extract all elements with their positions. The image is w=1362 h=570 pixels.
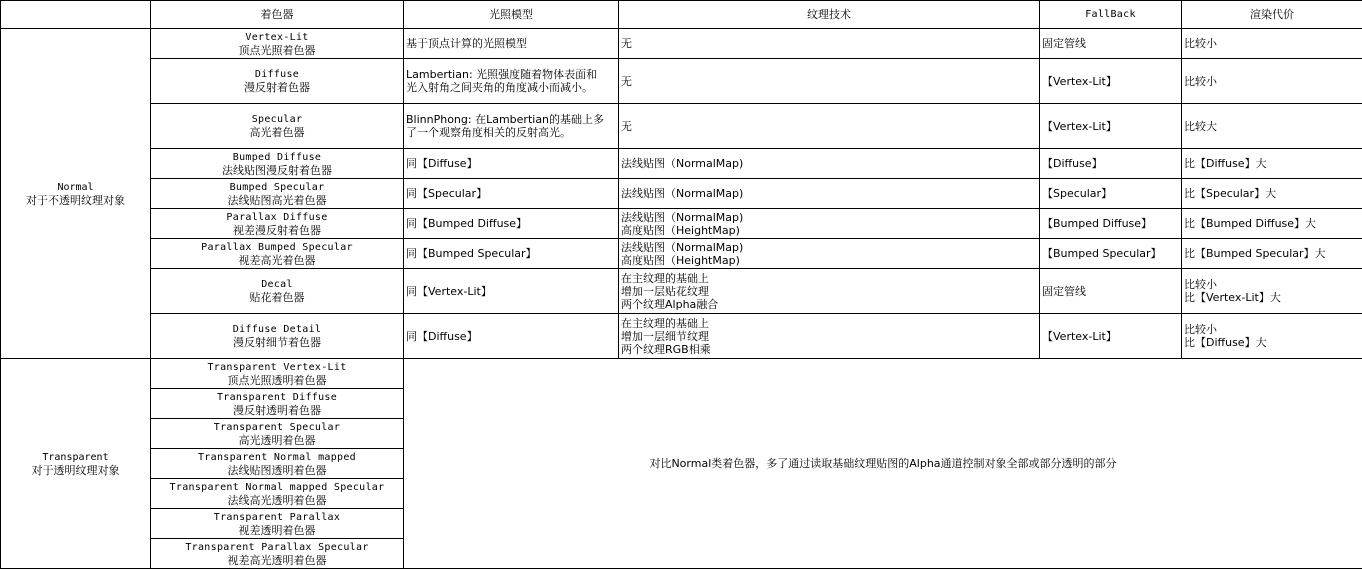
lighting-cell <box>404 209 619 239</box>
texture-cell-line: 两个纹理RGB相乘 <box>621 342 711 356</box>
texture-cell <box>619 314 1040 359</box>
shader-name-en: Parallax Bumped Specular <box>201 241 353 253</box>
shader-name-zh: 高光透明着色器 <box>238 433 316 447</box>
shader-cell <box>151 359 404 389</box>
shader-name-en: Transparent Specular <box>213 421 341 433</box>
category-name-zh: 对于不透明纹理对象 <box>26 193 125 207</box>
shader-name-zh: 顶点光照着色器 <box>238 43 316 57</box>
shader-name-zh: 顶点光照透明着色器 <box>227 373 327 387</box>
shader-cell <box>151 449 404 479</box>
table-row <box>1 239 1362 269</box>
cost-cell <box>1182 29 1362 59</box>
shader-name-zh: 视差透明着色器 <box>238 523 316 537</box>
table-row <box>1 149 1362 179</box>
category-transparent <box>1 359 151 569</box>
header-row <box>1 1 1362 29</box>
header-cell-shader: 着色器 <box>151 1 404 29</box>
shader-cell <box>151 179 404 209</box>
shader-cell <box>151 419 404 449</box>
shader-name-zh: 法线贴图漫反射着色器 <box>222 163 332 177</box>
shader-name-en: Bumped Diffuse <box>232 151 322 163</box>
cost-cell <box>1182 269 1362 314</box>
shader-name-en: Diffuse <box>254 69 300 80</box>
texture-cell <box>619 104 1040 149</box>
fallback-cell: 【Vertex-Lit】 <box>1040 59 1182 104</box>
cost-cell <box>1182 59 1362 104</box>
table-row <box>1 179 1362 209</box>
lighting-cell-line: BlinnPhong: 在Lambertian的基础上多 <box>406 113 605 126</box>
texture-cell-line: 法线贴图（NormalMap) <box>621 187 744 200</box>
shader-name-zh: 视差漫反射着色器 <box>233 223 321 237</box>
shader-name-zh: 漫反射透明着色器 <box>233 403 321 417</box>
category-name-zh: 对于透明纹理对象 <box>31 463 120 477</box>
shader-cell <box>151 539 404 569</box>
cost-cell-line: 比【Specular】大 <box>1184 187 1277 200</box>
texture-cell-line: 法线贴图（NormalMap) <box>621 157 744 170</box>
table-row <box>1 104 1362 149</box>
shader-cell <box>151 509 404 539</box>
shader-cell <box>151 389 404 419</box>
cost-cell-line: 比【Vertex-Lit】大 <box>1184 291 1281 304</box>
texture-cell-line: 在主纹理的基础上 <box>621 316 709 330</box>
shader-name-zh: 法线贴图高光着色器 <box>227 193 327 207</box>
lighting-cell-line: 光入射角之间夹角的角度减小而减小。 <box>406 81 593 94</box>
cost-cell-line: 比较小 <box>1184 323 1217 336</box>
shader-name-en: Specular <box>251 114 303 125</box>
fallback-cell: 【Bumped Specular】 <box>1040 239 1182 269</box>
lighting-cell-line: 同【Vertex-Lit】 <box>406 284 492 298</box>
shader-name-zh: 漫反射细节着色器 <box>233 336 321 349</box>
lighting-cell <box>404 104 619 149</box>
cost-cell-line: 比【Diffuse】大 <box>1184 157 1267 170</box>
shader-name-zh: 视差高光透明着色器 <box>227 553 327 567</box>
fallback-cell: 【Bumped Diffuse】 <box>1040 209 1182 239</box>
shader-cell <box>151 209 404 239</box>
texture-cell-line: 高度贴图（HeightMap) <box>621 223 740 237</box>
shader-cell <box>151 269 404 314</box>
cost-cell-line: 比较小 <box>1184 278 1217 291</box>
texture-cell-line: 两个纹理Alpha融合 <box>621 297 719 311</box>
cost-cell-line: 比【Bumped Diffuse】大 <box>1184 217 1317 230</box>
table-row <box>1 209 1362 239</box>
table-row <box>1 359 1362 389</box>
shader-cell <box>151 149 404 179</box>
texture-cell <box>619 209 1040 239</box>
category-name-en: Normal <box>57 181 94 193</box>
shader-name-zh: 视差高光着色器 <box>238 253 316 267</box>
shader-cell <box>151 314 404 359</box>
cost-cell-line: 比【Diffuse】大 <box>1184 336 1267 349</box>
header-cell-texture: 纹理技术 <box>619 1 1040 29</box>
shader-name-zh: 漫反射着色器 <box>244 81 310 94</box>
shader-name-en: Transparent Parallax Specular <box>185 541 369 553</box>
lighting-cell-line: 同【Bumped Diffuse】 <box>406 217 528 230</box>
header-cell-blank <box>1 1 151 29</box>
fallback-cell: 固定管线 <box>1040 269 1182 314</box>
texture-cell <box>619 179 1040 209</box>
shader-name-en: Transparent Vertex-Lit <box>207 361 347 373</box>
fallback-cell: 固定管线 <box>1040 29 1182 59</box>
shader-name-zh: 贴花着色器 <box>249 291 305 304</box>
header-cell-cost: 渲染代价 <box>1182 1 1362 29</box>
texture-cell <box>619 59 1040 104</box>
texture-cell-line: 无 <box>621 119 632 133</box>
texture-cell-line: 增加一层细节纹理 <box>621 329 709 343</box>
transparent-note: 对比Normal类着色器，多了通过读取基础纹理贴图的Alpha通道控制对象全部或部分透明的部分 <box>404 359 1362 569</box>
cost-cell-line: 比较小 <box>1184 37 1217 50</box>
header-cell-lighting: 光照模型 <box>404 1 619 29</box>
shader-cell <box>151 59 404 104</box>
texture-cell <box>619 149 1040 179</box>
cost-cell <box>1182 209 1362 239</box>
table-body <box>1 29 1362 569</box>
category-name-en: Transparent <box>42 451 109 463</box>
fallback-cell: 【Diffuse】 <box>1040 149 1182 179</box>
cost-cell <box>1182 239 1362 269</box>
lighting-cell-line: 基于顶点计算的光照模型 <box>406 37 527 50</box>
texture-cell-line: 法线贴图（NormalMap) <box>621 210 744 224</box>
shader-name-zh: 法线贴图透明着色器 <box>227 463 327 477</box>
shader-name-en: Transparent Normal mapped Specular <box>169 481 385 493</box>
shader-name-en: Bumped Specular <box>229 181 325 193</box>
fallback-cell: 【Vertex-Lit】 <box>1040 104 1182 149</box>
category-normal <box>1 29 151 359</box>
lighting-cell <box>404 269 619 314</box>
shader-name-en: Transparent Parallax <box>213 511 341 523</box>
table-row <box>1 314 1362 359</box>
shader-cell <box>151 29 404 59</box>
texture-cell-line: 在主纹理的基础上 <box>621 271 709 285</box>
lighting-cell-line: 同【Bumped Specular】 <box>406 247 537 260</box>
cost-cell <box>1182 314 1362 359</box>
shader-name-zh: 高光着色器 <box>249 126 305 139</box>
shader-name-en: Vertex-Lit <box>245 31 309 43</box>
shader-cell <box>151 479 404 509</box>
lighting-cell-line: 了一个观察角度相关的反射高光。 <box>406 126 571 139</box>
lighting-cell <box>404 59 619 104</box>
table-row <box>1 269 1362 314</box>
cost-cell <box>1182 149 1362 179</box>
shader-name-en: Decal <box>261 279 293 290</box>
table-row <box>1 29 1362 59</box>
texture-cell-line: 法线贴图（NormalMap) <box>621 240 744 254</box>
texture-cell <box>619 269 1040 314</box>
cost-cell-line: 比较大 <box>1184 119 1217 133</box>
shader-name-en: Parallax Diffuse <box>226 211 328 223</box>
lighting-cell-line: 同【Diffuse】 <box>406 329 478 343</box>
lighting-cell <box>404 149 619 179</box>
cost-cell-line: 比较小 <box>1184 74 1217 88</box>
shader-cell <box>151 104 404 149</box>
fallback-cell: 【Specular】 <box>1040 179 1182 209</box>
shader-name-en: Transparent Normal mapped <box>197 451 356 463</box>
lighting-cell <box>404 314 619 359</box>
cost-cell <box>1182 179 1362 209</box>
shader-cell <box>151 239 404 269</box>
shader-name-en: Transparent Diffuse <box>216 391 338 403</box>
lighting-cell <box>404 29 619 59</box>
texture-cell <box>619 29 1040 59</box>
header-cell-fallback: FallBack <box>1040 1 1182 29</box>
shader-name-en: Diffuse Detail <box>232 324 322 335</box>
texture-cell-line: 无 <box>621 74 632 88</box>
lighting-cell-line: Lambertian: 光照强度随着物体表面和 <box>406 68 598 81</box>
texture-cell-line: 增加一层贴花纹理 <box>621 284 709 298</box>
shader-name-zh: 法线高光透明着色器 <box>227 493 327 507</box>
lighting-cell-line: 同【Specular】 <box>406 187 488 200</box>
cost-cell-line: 比【Bumped Specular】大 <box>1184 247 1326 260</box>
texture-cell-line: 高度贴图（HeightMap) <box>621 253 740 267</box>
texture-cell <box>619 239 1040 269</box>
texture-cell-line: 无 <box>621 37 632 50</box>
table-row <box>1 59 1362 104</box>
lighting-cell <box>404 239 619 269</box>
cost-cell <box>1182 104 1362 149</box>
lighting-cell <box>404 179 619 209</box>
lighting-cell-line: 同【Diffuse】 <box>406 157 478 170</box>
fallback-cell: 【Vertex-Lit】 <box>1040 314 1182 359</box>
